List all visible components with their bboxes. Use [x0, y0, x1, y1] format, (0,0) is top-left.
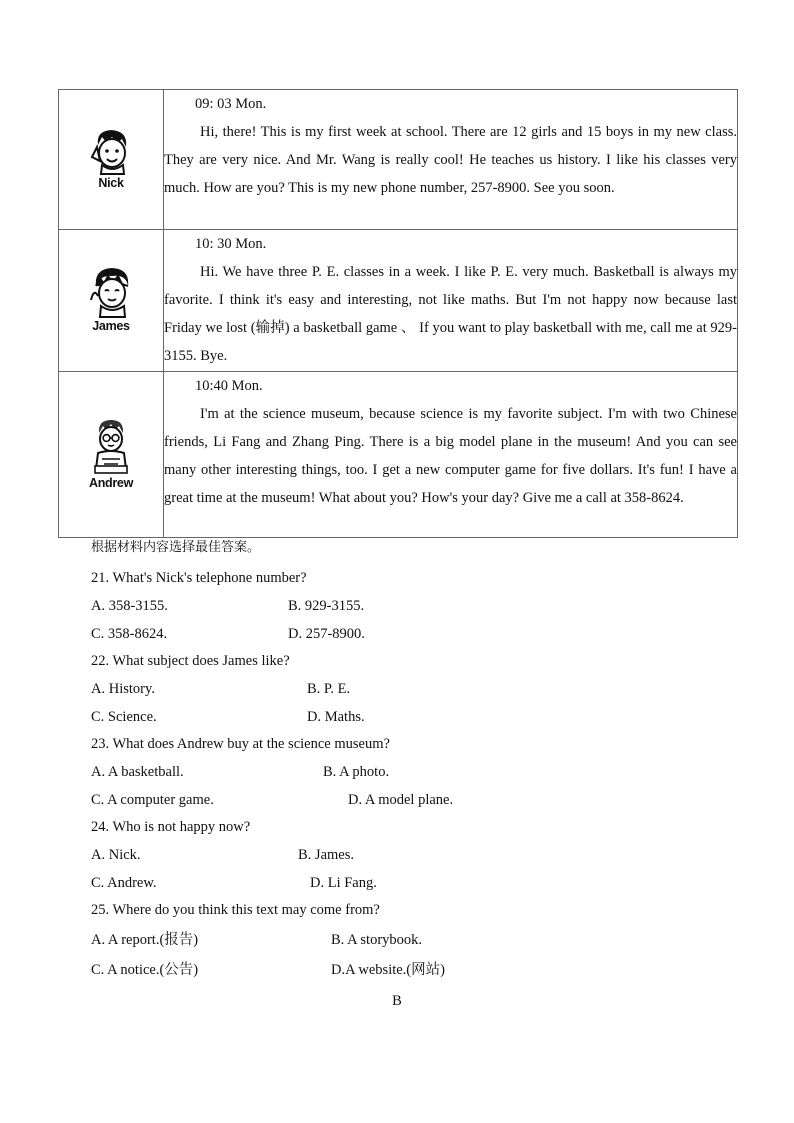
option-21-b: B. 929-3155. — [288, 598, 365, 614]
option-22-d: D. Maths. — [307, 709, 365, 725]
option-23-c: C. A computer game. — [91, 792, 214, 808]
option-22-c: C. Science. — [91, 709, 157, 725]
avatar-cell — [59, 230, 164, 372]
message-time: 10: 30 Mon. — [195, 236, 267, 252]
option-25-a: A. A report.(报告) — [91, 932, 199, 948]
avatar-name: Nick — [98, 176, 124, 190]
message-time: 10:40 Mon. — [195, 378, 263, 394]
messages-table — [58, 89, 738, 538]
option-22-b: B. P. E. — [307, 681, 351, 697]
avatar — [86, 127, 136, 190]
option-25-c: C. A notice.(公告) — [91, 962, 199, 978]
option-24-b: B. James. — [298, 847, 354, 863]
question-24: 24. Who is not happy now? — [91, 819, 251, 835]
option-24-a: A. Nick. — [91, 847, 141, 863]
message-row-james — [59, 230, 738, 372]
message-text: Hi. We have three P. E. classes in a week. I like P. E. very much. Basketball is always my favorite. I think it's easy and interesting, not like maths. But I'm not happy now because last Friday we lost (输掉) a basketball game 、 If you want to play basketball with me, call me at 929-3155. Bye. — [164, 264, 737, 364]
option-22-a: A. History. — [91, 681, 155, 697]
instructions: 根据材料内容选择最佳答案。 — [91, 540, 261, 555]
option-25-d: D.A website.(网站) — [331, 962, 445, 978]
question-25: 25. Where do you think this text may come from? — [91, 902, 380, 918]
message-text: I'm at the science museum, because science is my favorite subject. I'm with two Chinese friends, Li Fang and Zhang Ping. There is a big model plane in the museum! And you can see many other interesting things, too. I get a new computer game for five dollars. It's fun! I have a great time at the museum! What about you? How's your day? Give me a call at 358-8624. — [164, 406, 737, 506]
message-time: 09: 03 Mon. — [195, 96, 267, 112]
question-21: 21. What's Nick's telephone number? — [91, 570, 307, 586]
section-heading: B — [392, 993, 402, 1009]
avatar — [86, 266, 136, 333]
avatar-name: Andrew — [88, 476, 134, 490]
option-23-a: A. A basketball. — [91, 764, 184, 780]
option-21-c: C. 358-8624. — [91, 626, 168, 642]
james-portrait-icon — [86, 266, 136, 318]
option-23-d: D. A model plane. — [348, 792, 454, 808]
option-24-c: C. Andrew. — [91, 875, 157, 891]
message-row-nick — [59, 90, 738, 230]
message-text: Hi, there! This is my first week at school. There are 12 girls and 15 boys in my new class. They are very nice. And Mr. Wang is really cool! He teaches us history. I like his classes very much. How are you? This is my new phone number, 257-8900. See you soon. — [164, 124, 737, 196]
nick-portrait-icon — [86, 127, 136, 175]
option-24-d: D. Li Fang. — [310, 875, 377, 891]
message-cell — [164, 372, 738, 538]
avatar-name: James — [92, 319, 130, 333]
question-22: 22. What subject does James like? — [91, 653, 290, 669]
option-25-b: B. A storybook. — [331, 932, 423, 948]
message-cell — [164, 230, 738, 372]
message-cell — [164, 90, 738, 230]
message-row-andrew — [59, 372, 738, 538]
avatar — [86, 417, 136, 490]
question-23: 23. What does Andrew buy at the science museum? — [91, 736, 390, 752]
option-21-d: D. 257-8900. — [288, 626, 365, 642]
avatar-cell — [59, 90, 164, 230]
avatar-cell — [59, 372, 164, 538]
option-21-a: A. 358-3155. — [91, 598, 168, 614]
andrew-portrait-icon — [86, 417, 136, 475]
option-23-b: B. A photo. — [323, 764, 390, 780]
